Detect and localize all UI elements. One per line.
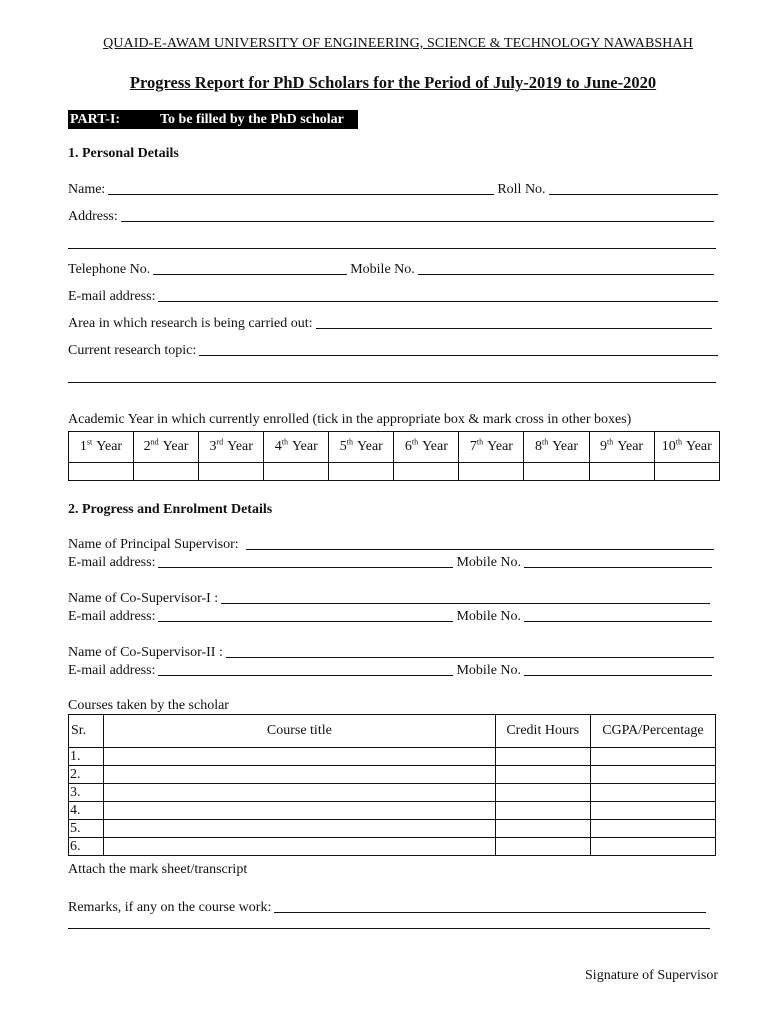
course-title-cell[interactable] [104,820,496,838]
email-row [68,287,718,305]
year-word: Year [617,439,644,454]
sr-cell: 4. [69,802,104,820]
year-word: Year [162,439,189,454]
table-row [69,766,716,784]
table-row [69,748,716,766]
year-header-cell [264,432,329,463]
co-supervisor-2-email-field[interactable] [158,675,453,676]
year-header-cell [654,432,719,463]
year-ordinal-suffix: st [86,437,93,447]
research-area-row [68,314,712,332]
year-number: 5 [339,439,347,454]
form-page [68,0,718,1024]
address-field[interactable] [121,221,714,222]
table-row [69,802,716,820]
principal-supervisor-label: Name of Principal Supervisor: [68,537,239,552]
credit-hours-cell[interactable] [495,784,590,802]
research-area-label: Area in which research is being carried out: [68,316,313,331]
principal-mobile-label: Mobile No. [456,555,522,570]
year-ordinal-suffix: th [476,437,484,447]
year-number: 9 [600,439,608,454]
year-header-cell [329,432,394,463]
course-title-cell[interactable] [104,748,496,766]
year-word: Year [552,439,579,454]
co-supervisor-2-field[interactable] [226,657,714,658]
table-row [69,820,716,838]
credit-hours-cell[interactable] [495,766,590,784]
year-number: 2 [143,439,151,454]
course-title-cell[interactable] [104,766,496,784]
principal-contact-row [68,553,712,571]
co-supervisor-2-mobile-label: Mobile No. [456,663,522,678]
address-row [68,207,714,225]
table-row [69,784,716,802]
co-supervisor-2-contact-row [68,661,712,679]
year-ordinal-suffix: th [411,437,419,447]
research-topic-label: Current research topic: [68,343,197,358]
year-word: Year [686,439,712,454]
course-title-header: Course title [104,715,496,748]
address-label: Address: [68,209,118,224]
telephone-field[interactable] [153,274,347,275]
year-ordinal-suffix: th [346,437,354,447]
research-topic-field-line-2[interactable] [68,382,716,383]
year-tick-box[interactable] [459,463,524,481]
course-title-cell[interactable] [104,838,496,856]
year-header-cell [199,432,264,463]
report-title: Progress Report for PhD Scholars for the Period of July-2019 to June-2020 [129,73,657,92]
telephone-label: Telephone No. [68,262,151,277]
academic-year-tick-row [69,463,720,481]
courses-header-row [69,715,716,748]
year-tick-box[interactable] [589,463,654,481]
co-supervisor-1-contact-row [68,607,712,625]
credit-hours-cell[interactable] [495,820,590,838]
attach-note: Attach the mark sheet/transcript [68,862,248,877]
year-number: 4 [274,439,282,454]
sr-cell: 1. [69,748,104,766]
personal-details-heading: 1. Personal Details [68,146,179,161]
remarks-row [68,898,706,916]
co-supervisor-2-row [68,643,714,661]
co-supervisor-1-email-label: E-mail address: [68,609,156,624]
table-row [69,838,716,856]
research-area-field[interactable] [316,328,712,329]
courses-table [68,714,716,856]
year-header-cell [394,432,459,463]
principal-email-field[interactable] [158,567,453,568]
year-tick-box[interactable] [394,463,459,481]
year-tick-box[interactable] [524,463,589,481]
cgpa-cell[interactable] [590,802,715,820]
part-one-banner [68,110,358,129]
year-tick-box[interactable] [329,463,394,481]
credit-hours-cell[interactable] [495,838,590,856]
sr-cell: 2. [69,766,104,784]
sr-cell: 5. [69,820,104,838]
year-number: 3 [209,439,217,454]
cgpa-header: CGPA/Percentage [590,715,715,748]
co-supervisor-1-field[interactable] [221,603,710,604]
year-number: 6 [404,439,412,454]
research-topic-field[interactable] [199,355,718,356]
year-word: Year [422,439,448,454]
year-header-cell [134,432,199,463]
year-header-cell [589,432,654,463]
academic-year-label: Academic Year in which currently enrolled (tick in the appropriate box & mark cross in other boxes) [68,412,632,427]
credit-hours-cell[interactable] [495,748,590,766]
year-tick-box[interactable] [264,463,329,481]
cgpa-cell[interactable] [590,766,715,784]
year-tick-box[interactable] [654,463,719,481]
year-number: 10 [661,439,676,454]
name-label: Name: [68,182,106,197]
sr-header: Sr. [69,715,104,748]
co-supervisor-2-mobile-field[interactable] [524,675,712,676]
year-tick-box[interactable] [134,463,199,481]
email-label: E-mail address: [68,289,156,304]
year-word: Year [357,439,383,454]
university-name: QUAID-E-AWAM UNIVERSITY OF ENGINEERING, SCIENCE & TECHNOLOGY NAWABSHAH [103,36,693,51]
year-ordinal-suffix: th [541,437,549,447]
telephone-mobile-row [68,260,714,278]
name-roll-row [68,180,718,198]
academic-year-header-row [69,432,720,463]
year-tick-box[interactable] [199,463,264,481]
year-ordinal-suffix: nd [150,437,159,447]
credit-hours-header: Credit Hours [495,715,590,748]
sr-cell: 3. [69,784,104,802]
remarks-field[interactable] [274,912,706,913]
co-supervisor-1-email-field[interactable] [158,621,453,622]
progress-heading: 2. Progress and Enrolment Details [68,502,273,517]
principal-supervisor-field[interactable] [246,549,714,550]
co-supervisor-1-label: Name of Co-Supervisor-I : [68,591,219,606]
year-number: 7 [469,439,477,454]
email-field[interactable] [158,301,718,302]
principal-supervisor-row [68,535,714,553]
credit-hours-cell[interactable] [495,802,590,820]
co-supervisor-2-email-label: E-mail address: [68,663,156,678]
year-ordinal-suffix: th [607,437,614,447]
roll-field[interactable] [549,194,718,195]
co-supervisor-1-mobile-field[interactable] [524,621,712,622]
principal-email-label: E-mail address: [68,555,156,570]
year-word: Year [487,439,513,454]
year-header-cell [69,432,134,463]
year-word: Year [96,439,123,454]
cgpa-cell[interactable] [590,838,715,856]
cgpa-cell[interactable] [590,820,715,838]
remarks-label: Remarks, if any on the course work: [68,900,272,915]
cgpa-cell[interactable] [590,784,715,802]
mobile-field[interactable] [418,274,714,275]
year-header-cell [524,432,589,463]
part-one-label: PART-I: [70,112,121,127]
year-number: 1 [79,439,87,454]
address-field-line-2[interactable] [68,248,716,249]
year-ordinal-suffix: th [281,437,288,447]
course-title-cell[interactable] [104,802,496,820]
year-ordinal-suffix: rd [216,437,224,447]
courses-caption: Courses taken by the scholar [68,698,229,713]
roll-label: Roll No. [497,182,546,197]
name-field[interactable] [108,194,494,195]
part-one-text: To be filled by the PhD scholar [160,112,344,127]
co-supervisor-2-label: Name of Co-Supervisor-II : [68,645,223,660]
cgpa-cell[interactable] [590,748,715,766]
year-word: Year [227,439,253,454]
academic-year-table [68,431,720,481]
year-tick-box[interactable] [69,463,134,481]
year-word: Year [291,439,318,454]
remarks-field-line-2[interactable] [68,928,710,929]
year-number: 8 [534,439,542,454]
course-title-cell[interactable] [104,784,496,802]
year-ordinal-suffix: th [675,437,682,447]
signature-of-supervisor: Signature of Supervisor [585,968,718,983]
research-topic-row [68,341,718,359]
principal-mobile-field[interactable] [524,567,712,568]
co-supervisor-1-row [68,589,710,607]
mobile-label: Mobile No. [350,262,415,277]
year-header-cell [459,432,524,463]
co-supervisor-1-mobile-label: Mobile No. [456,609,522,624]
sr-cell: 6. [69,838,104,856]
